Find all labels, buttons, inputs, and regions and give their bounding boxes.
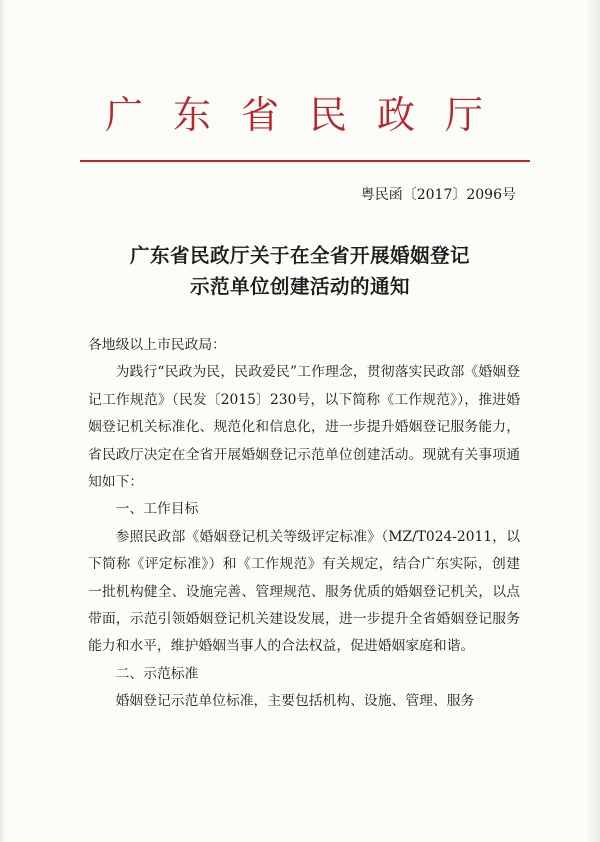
- letterhead-red-rule: [80, 160, 530, 162]
- document-title: [0, 240, 600, 302]
- document-number: 粤民函〔2017〕2096号: [360, 187, 516, 203]
- document-body: [88, 332, 520, 716]
- section-2-heading: 二、示范标准: [115, 665, 199, 682]
- section-1-paragraph: 参照民政部《婚姻登记机关等级评定标准》（MZ/T024-2011，以下简称《评定标准》）和《工作规范》有关规定，结合广东实际，创建一批机构健全、设施完善、管理规范、服务优质的婚姻登记机关，以点带面，示范引领婚姻登记机关建设发展，进一步提升全省婚姻登记服务能力和水平，维护婚姻当事人的合法权益，促进婚姻家庭和谐。: [88, 528, 520, 655]
- title-line-1: 广东省民政厅关于在全省开展婚姻登记: [129, 244, 470, 267]
- section-2-paragraph: 婚姻登记示范单位标准，主要包括机构、设施、管理、服务: [115, 693, 475, 710]
- title-line-2: 示范单位创建活动的通知: [189, 275, 410, 298]
- agency-letterhead: 广东省民政厅: [104, 93, 513, 137]
- intro-paragraph: 为践行“民政为民，民政爱民”工作理念，贯彻落实民政部《婚姻登记工作规范》（民发〔2015〕230号，以下简称《工作规范》），推进婚姻登记机关标准化、规范化和信息化，进一步提升婚姻登记服务能力，省民政厅决定在全省开展婚姻登记示范单位创建活动。现就有关事项通知如下：: [88, 364, 520, 491]
- section-1-heading: 一、工作目标: [115, 501, 199, 518]
- salutation: 各地级以上市民政局：: [88, 337, 226, 353]
